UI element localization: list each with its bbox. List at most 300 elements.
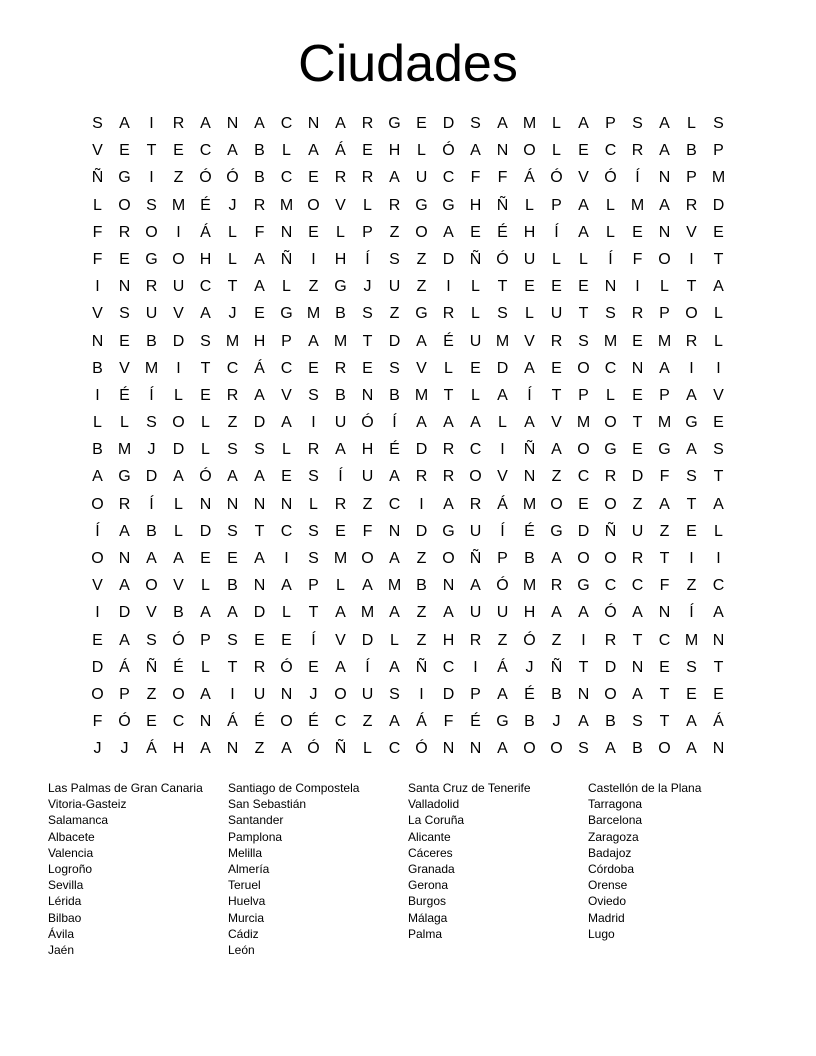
grid-letter: V xyxy=(92,305,103,323)
grid-letter: N xyxy=(712,631,725,649)
grid-letter: A xyxy=(470,142,481,160)
word-item: Huelva xyxy=(228,894,266,909)
grid-letter: G xyxy=(415,305,428,323)
word-item: Logroño xyxy=(48,862,93,877)
grid-letter: R xyxy=(469,631,482,649)
grid-letter: U xyxy=(361,685,374,703)
grid-letter: E xyxy=(119,250,130,268)
grid-letter: A xyxy=(497,740,508,758)
grid-letter: R xyxy=(253,196,266,214)
grid-row xyxy=(84,250,732,277)
grid-letter: I xyxy=(500,441,505,459)
grid-letter: A xyxy=(281,740,292,758)
word-item: Málaga xyxy=(408,910,448,925)
grid-letter: A xyxy=(200,115,211,132)
grid-letter: D xyxy=(199,522,212,540)
grid-letter: Z xyxy=(389,223,400,241)
grid-letter: L xyxy=(525,305,534,323)
grid-letter: E xyxy=(713,414,724,432)
grid-letter: L xyxy=(309,495,318,513)
grid-letter: A xyxy=(335,658,346,676)
grid-row xyxy=(84,603,732,630)
grid-letter: E xyxy=(362,142,373,160)
grid-letter: I xyxy=(95,604,100,622)
grid-letter: Z xyxy=(497,631,508,649)
grid-letter: E xyxy=(281,468,292,486)
grid-letter: Í xyxy=(365,250,370,268)
grid-letter: E xyxy=(713,223,724,241)
grid-letter: A xyxy=(281,414,292,432)
grid-letter: O xyxy=(172,685,185,703)
grid-letter: M xyxy=(657,332,672,350)
grid-letter: A xyxy=(497,386,508,404)
grid-letter: S xyxy=(254,441,265,459)
grid-letter: U xyxy=(145,305,158,323)
grid-letter: A xyxy=(389,604,400,622)
grid-row xyxy=(84,522,732,549)
grid-letter: B xyxy=(389,386,400,404)
grid-letter: C xyxy=(469,441,482,459)
grid-letter: L xyxy=(471,386,480,404)
grid-letter: H xyxy=(361,441,374,459)
grid-letter: Z xyxy=(551,468,562,486)
grid-letter: A xyxy=(443,223,454,241)
grid-letter: O xyxy=(604,414,617,432)
grid-letter: O xyxy=(91,685,104,703)
grid-letter: A xyxy=(335,115,346,132)
grid-letter: D xyxy=(415,441,428,459)
grid-letter: I xyxy=(635,278,640,296)
grid-letter: B xyxy=(254,142,265,160)
grid-letter: S xyxy=(605,305,616,323)
grid-letter: Z xyxy=(416,604,427,622)
grid-letter: D xyxy=(712,196,725,214)
grid-letter: S xyxy=(389,250,400,268)
grid-letter: I xyxy=(311,414,316,432)
grid-letter: L xyxy=(552,250,561,268)
word-item: Castellón de la Plana xyxy=(588,781,702,795)
grid-letter: F xyxy=(92,250,103,268)
grid-letter: A xyxy=(200,604,211,622)
grid-letter: F xyxy=(659,577,670,595)
grid-letter: R xyxy=(172,115,185,132)
grid-letter: T xyxy=(713,658,724,676)
grid-letter: O xyxy=(145,223,158,241)
grid-letter: A xyxy=(605,740,616,758)
grid-letter: Z xyxy=(227,414,238,432)
grid-letter: I xyxy=(446,278,451,296)
grid-letter: S xyxy=(146,414,157,432)
grid-letter: D xyxy=(145,468,158,486)
grid-letter: U xyxy=(172,278,185,296)
grid-letter: N xyxy=(226,495,239,513)
grid-letter: R xyxy=(415,468,428,486)
grid-letter: C xyxy=(388,740,401,758)
grid-letter: L xyxy=(228,250,237,268)
grid-letter: U xyxy=(469,332,482,350)
grid-letter: P xyxy=(362,223,373,241)
grid-letter: T xyxy=(578,305,589,323)
grid-letter: O xyxy=(550,740,563,758)
grid-letter: B xyxy=(335,305,346,323)
grid-letter: L xyxy=(714,332,723,350)
grid-letter: A xyxy=(119,631,130,649)
grid-letter: P xyxy=(119,685,130,703)
grid-letter: G xyxy=(334,278,347,296)
grid-letter: Ó xyxy=(415,740,428,758)
grid-letter: E xyxy=(308,658,319,676)
grid-letter: I xyxy=(95,278,100,296)
grid-letter: P xyxy=(308,577,319,595)
grid-letter: R xyxy=(361,115,374,132)
grid-letter: I xyxy=(176,359,181,377)
grid-letter: V xyxy=(119,359,130,377)
grid-letter: V xyxy=(92,142,103,160)
grid-letter: S xyxy=(227,631,238,649)
grid-letter: N xyxy=(712,740,725,758)
grid-letter: O xyxy=(118,196,131,214)
grid-letter: C xyxy=(226,359,239,377)
grid-letter: U xyxy=(361,468,374,486)
grid-letter: A xyxy=(416,414,427,432)
grid-letter: N xyxy=(523,468,536,486)
grid-letter: B xyxy=(524,713,535,731)
grid-letter: N xyxy=(280,495,293,513)
word-item: Lérida xyxy=(48,894,82,909)
grid-letter: A xyxy=(578,604,589,622)
word-item: Granada xyxy=(408,862,455,877)
grid-letter: F xyxy=(497,169,508,187)
grid-letter: T xyxy=(362,332,373,350)
grid-letter: D xyxy=(253,414,266,432)
word-item: Sevilla xyxy=(48,878,84,893)
grid-letter: P xyxy=(470,685,481,703)
grid-letter: I xyxy=(581,631,586,649)
grid-letter: R xyxy=(631,550,644,567)
word-column xyxy=(228,780,408,958)
grid-letter: N xyxy=(307,115,320,132)
grid-letter: C xyxy=(199,142,212,160)
grid-letter: Ó xyxy=(496,577,509,595)
grid-letter: C xyxy=(604,142,617,160)
word-item: Ávila xyxy=(48,926,75,941)
grid-letter: L xyxy=(282,441,291,459)
grid-letter: D xyxy=(442,115,455,132)
grid-letter: O xyxy=(604,685,617,703)
grid-letter: Z xyxy=(659,522,670,540)
grid-letter: R xyxy=(631,305,644,323)
grid-letter: N xyxy=(577,685,590,703)
grid-letter: J xyxy=(525,658,534,676)
grid-letter: R xyxy=(685,332,698,350)
grid-letter: R xyxy=(685,196,698,214)
grid-letter: S xyxy=(632,115,643,132)
grid-letter: E xyxy=(686,522,697,540)
grid-letter: A xyxy=(200,685,211,703)
grid-letter: Ñ xyxy=(496,196,509,214)
grid-letter: M xyxy=(333,550,348,567)
grid-letter: A xyxy=(524,414,535,432)
grid-letter: A xyxy=(200,305,211,323)
grid-letter: A xyxy=(254,115,265,132)
grid-letter: J xyxy=(147,441,156,459)
grid-letter: V xyxy=(416,359,427,377)
grid-letter: I xyxy=(419,685,424,703)
grid-letter: R xyxy=(550,332,563,350)
grid-letter: V xyxy=(335,631,346,649)
grid-letter: I xyxy=(689,250,694,268)
grid-letter: A xyxy=(416,332,427,350)
grid-letter: T xyxy=(713,468,724,486)
grid-letter: V xyxy=(713,386,724,404)
grid-letter: C xyxy=(280,115,293,132)
grid-letter: M xyxy=(684,631,699,649)
grid-letter: N xyxy=(442,577,455,595)
grid-letter: R xyxy=(118,223,131,241)
grid-letter: E xyxy=(173,142,184,160)
grid-letter: J xyxy=(228,196,237,214)
grid-letter: L xyxy=(606,196,615,214)
grid-letter: A xyxy=(119,522,130,540)
grid-letter: A xyxy=(92,468,103,486)
grid-letter: G xyxy=(496,713,509,731)
grid-letter: A xyxy=(659,359,670,377)
grid-letter: O xyxy=(415,223,428,241)
grid-letter: E xyxy=(119,142,130,160)
grid-letter: B xyxy=(92,441,103,459)
grid-letter: Z xyxy=(389,305,400,323)
grid-letter: Á xyxy=(254,359,265,377)
grid-letter: L xyxy=(552,115,561,132)
grid-letter: L xyxy=(471,278,480,296)
grid-letter: H xyxy=(199,250,212,268)
grid-letter: D xyxy=(253,604,266,622)
grid-letter: S xyxy=(389,359,400,377)
grid-letter: P xyxy=(713,142,724,160)
grid-letter: T xyxy=(200,359,211,377)
word-item: Córdoba xyxy=(588,862,635,877)
grid-letter: R xyxy=(334,495,347,513)
grid-letter: T xyxy=(497,278,508,296)
grid-letter: E xyxy=(686,685,697,703)
grid-letter: A xyxy=(443,414,454,432)
word-item: San Sebastián xyxy=(228,797,307,812)
grid-letter: R xyxy=(550,577,563,595)
grid-letter: Ó xyxy=(307,740,320,758)
grid-letter: Ñ xyxy=(280,250,293,268)
grid-letter: T xyxy=(443,386,454,404)
grid-letter: B xyxy=(686,142,697,160)
grid-letter: E xyxy=(227,550,238,567)
grid-letter: R xyxy=(388,196,401,214)
word-item: Cáceres xyxy=(408,845,453,860)
grid-row xyxy=(84,223,732,250)
grid-letter: E xyxy=(362,359,373,377)
grid-letter: L xyxy=(552,142,561,160)
grid-letter: É xyxy=(119,386,130,404)
grid-letter: A xyxy=(551,550,562,567)
grid-letter: Í xyxy=(527,386,532,404)
grid-letter: Í xyxy=(392,414,397,432)
grid-letter: L xyxy=(336,577,345,595)
grid-letter: L xyxy=(444,359,453,377)
grid-letter: T xyxy=(659,550,670,567)
grid-letter: A xyxy=(389,713,400,731)
grid-letter: E xyxy=(308,223,319,241)
grid-letter: A xyxy=(470,414,481,432)
grid-letter: V xyxy=(173,305,184,323)
grid-letter: Ó xyxy=(604,169,617,187)
grid-letter: E xyxy=(200,386,211,404)
grid-letter: Á xyxy=(416,713,427,731)
grid-letter: I xyxy=(716,359,721,377)
word-item: Almería xyxy=(228,862,270,877)
grid-letter: L xyxy=(417,142,426,160)
grid-letter: E xyxy=(578,495,589,513)
grid-letter: M xyxy=(711,169,726,187)
grid-row xyxy=(84,549,732,576)
grid-letter: Ó xyxy=(442,142,455,160)
grid-letter: U xyxy=(415,169,428,187)
grid-letter: B xyxy=(416,577,427,595)
grid-letter: O xyxy=(685,305,698,323)
grid-letter: O xyxy=(604,550,617,567)
grid-letter: L xyxy=(282,142,291,160)
grid-letter: A xyxy=(578,713,589,731)
word-item: La Coruña xyxy=(408,813,465,828)
grid-letter: Z xyxy=(416,550,427,567)
word-item: Lugo xyxy=(588,926,615,941)
grid-letter: A xyxy=(119,115,130,132)
grid-letter: D xyxy=(118,604,131,622)
grid-letter: Á xyxy=(146,740,157,758)
word-item: Albacete xyxy=(48,829,95,844)
grid-letter: Ó xyxy=(550,169,563,187)
grid-letter: Ñ xyxy=(469,550,482,567)
grid-row xyxy=(84,440,732,467)
grid-letter: M xyxy=(576,414,591,432)
grid-letter: D xyxy=(442,250,455,268)
grid-letter: F xyxy=(659,468,670,486)
grid-letter: A xyxy=(227,468,238,486)
grid-letter: M xyxy=(414,386,429,404)
grid-letter: R xyxy=(307,441,320,459)
grid-letter: O xyxy=(307,196,320,214)
grid-letter: A xyxy=(551,441,562,459)
grid-letter: É xyxy=(173,658,184,676)
grid-letter: N xyxy=(442,740,455,758)
grid-letter: G xyxy=(118,169,131,187)
grid-letter: E xyxy=(632,223,643,241)
grid-letter: C xyxy=(199,278,212,296)
grid-letter: U xyxy=(334,414,347,432)
grid-letter: T xyxy=(659,713,670,731)
word-item: Valladolid xyxy=(408,797,460,812)
grid-letter: T xyxy=(713,250,724,268)
grid-letter: R xyxy=(361,169,374,187)
grid-letter: L xyxy=(228,223,237,241)
grid-letter: E xyxy=(308,359,319,377)
grid-letter: L xyxy=(687,115,696,132)
grid-letter: L xyxy=(390,631,399,649)
grid-letter: N xyxy=(631,359,644,377)
word-item: Badajoz xyxy=(588,845,632,860)
word-item: Pamplona xyxy=(228,829,283,844)
grid-letter: Í xyxy=(365,658,370,676)
grid-letter: F xyxy=(443,713,454,731)
grid-letter: O xyxy=(145,577,158,595)
grid-row xyxy=(84,304,732,331)
grid-letter: Z xyxy=(686,577,697,595)
grid-letter: S xyxy=(92,115,103,132)
grid-letter: M xyxy=(522,495,537,513)
grid-letter: E xyxy=(254,305,265,323)
grid-row xyxy=(84,359,732,386)
grid-letter: O xyxy=(334,685,347,703)
grid-letter: E xyxy=(470,359,481,377)
grid-letter: B xyxy=(146,522,157,540)
grid-letter: C xyxy=(442,658,455,676)
grid-letter: A xyxy=(443,604,454,622)
grid-letter: L xyxy=(93,414,102,432)
grid-letter: A xyxy=(254,386,265,404)
grid-letter: G xyxy=(550,522,563,540)
grid-letter: T xyxy=(578,658,589,676)
grid-letter: R xyxy=(226,386,239,404)
grid-letter: Í xyxy=(635,169,640,187)
word-item: Oviedo xyxy=(588,894,627,909)
grid-letter: O xyxy=(442,550,455,567)
grid-letter: D xyxy=(604,658,617,676)
grid-row xyxy=(84,467,732,494)
grid-letter: Z xyxy=(416,278,427,296)
grid-letter: A xyxy=(659,196,670,214)
grid-letter: U xyxy=(388,278,401,296)
page-title: Ciudades xyxy=(298,35,518,93)
grid-letter: E xyxy=(470,223,481,241)
grid-letter: J xyxy=(363,278,372,296)
grid-letter: E xyxy=(578,278,589,296)
grid-letter: A xyxy=(308,332,319,350)
word-item: Madrid xyxy=(588,910,625,925)
grid-letter: É xyxy=(470,713,481,731)
grid-letter: R xyxy=(442,468,455,486)
grid-letter: B xyxy=(524,550,535,567)
grid-letter: Z xyxy=(416,250,427,268)
grid-letter: Ó xyxy=(496,250,509,268)
grid-letter: M xyxy=(144,359,159,377)
grid-letter: L xyxy=(471,305,480,323)
grid-letter: V xyxy=(281,386,292,404)
grid-letter: R xyxy=(442,441,455,459)
grid-letter: U xyxy=(496,604,509,622)
grid-letter: I xyxy=(473,658,478,676)
grid-letter: A xyxy=(713,495,724,513)
grid-letter: M xyxy=(657,414,672,432)
grid-letter: U xyxy=(253,685,266,703)
grid-letter: D xyxy=(631,468,644,486)
grid-letter: N xyxy=(658,169,671,187)
grid-letter: A xyxy=(254,550,265,567)
grid-letter: T xyxy=(308,604,319,622)
grid-letter: U xyxy=(631,522,644,540)
grid-letter: N xyxy=(199,713,212,731)
grid-letter: U xyxy=(469,522,482,540)
grid-letter: L xyxy=(336,223,345,241)
grid-letter: M xyxy=(306,305,321,323)
grid-letter: S xyxy=(227,441,238,459)
word-item: Burgos xyxy=(408,894,447,909)
